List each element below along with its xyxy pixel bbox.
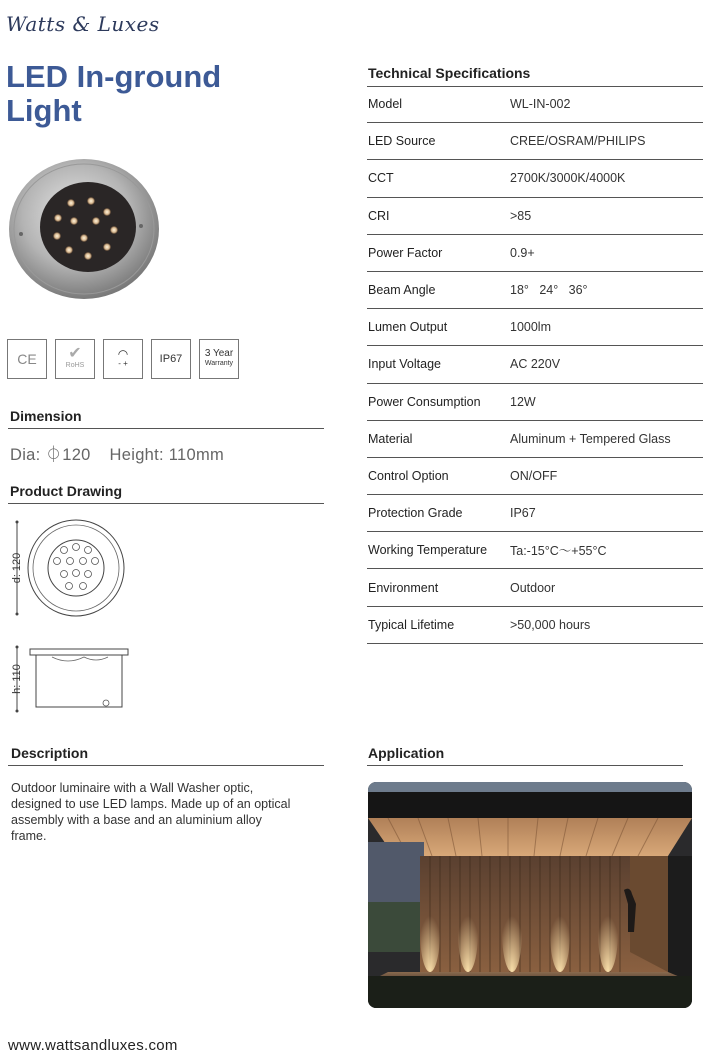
- spec-row-control-option: [367, 458, 703, 495]
- dimension-heading: Dimension: [10, 408, 82, 424]
- spec-key: Power Consumption: [368, 394, 481, 409]
- specs-table: [367, 86, 703, 644]
- certification-row: [7, 339, 239, 379]
- spec-row-lumen-output: [367, 309, 703, 346]
- spec-value: 2700K/3000K/4000K: [510, 171, 626, 186]
- spec-key: Typical Lifetime: [368, 617, 455, 632]
- spec-value: ON/OFF: [510, 468, 558, 483]
- specs-heading: Technical Specifications: [368, 65, 531, 81]
- spec-value: >85: [510, 208, 532, 223]
- spec-row-environment: [367, 569, 703, 606]
- page-title: LED In-ground Light: [6, 59, 222, 128]
- spec-value: Aluminum + Tempered Glass: [510, 431, 671, 446]
- spec-value: 12W: [510, 394, 536, 409]
- spec-row-beam-angle: [367, 272, 703, 309]
- warranty-badge: 3 Year Warranty: [199, 339, 239, 379]
- spec-row-cct: [367, 160, 703, 197]
- spec-value: 0.9+: [510, 245, 535, 260]
- spec-row-protection-grade: [367, 495, 703, 532]
- dimmable-icon: ◠ - +: [103, 339, 143, 379]
- brand-logo: [6, 12, 160, 36]
- diameter-value: Dia: ⏀120: [10, 446, 91, 464]
- application-heading: Application: [368, 745, 445, 761]
- ip67-badge: IP67: [151, 339, 191, 379]
- spec-value: AC 220V: [510, 357, 561, 372]
- spec-key: LED Source: [368, 134, 436, 149]
- spec-key: Working Temperature: [368, 543, 488, 558]
- product-image: [8, 158, 160, 300]
- drawing-heading: Product Drawing: [10, 483, 123, 499]
- spec-row-material: [367, 421, 703, 458]
- website-link[interactable]: www.wattsandluxes.com: [8, 1037, 178, 1054]
- spec-row-cri: [367, 198, 703, 235]
- description-heading: Description: [11, 745, 89, 761]
- logo-text: Watts & Luxes: [6, 12, 160, 36]
- spec-key: Beam Angle: [368, 283, 436, 298]
- spec-key: Environment: [368, 580, 439, 595]
- spec-key: Power Factor: [368, 245, 443, 260]
- spec-row-power-consumption: [367, 384, 703, 421]
- spec-row-input-voltage: [367, 346, 703, 383]
- spec-row-power-factor: [367, 235, 703, 272]
- spec-value: CREE/OSRAM/PHILIPS: [510, 134, 646, 149]
- spec-value: IP67: [510, 506, 536, 521]
- top-dimension-label: d: 120: [11, 552, 23, 584]
- spec-key: CRI: [368, 208, 390, 223]
- rohs-check-icon: ✔ RoHS: [55, 339, 95, 379]
- spec-row-led-source: [367, 123, 703, 160]
- spec-key: Model: [368, 97, 403, 112]
- description-text: Outdoor luminaire with a Wall Washer optic, designed to use LED lamps. Made up of an optical assembly with a base and an aluminium alloy frame.: [11, 781, 291, 843]
- spec-key: Material: [368, 431, 413, 446]
- description-divider: [8, 765, 324, 766]
- height-value: Height: 110mm: [109, 446, 225, 464]
- side-view-drawing: [8, 643, 138, 715]
- dimension-divider: [8, 428, 324, 429]
- drawing-divider: [8, 503, 324, 504]
- spec-value: 18° 24° 36°: [510, 283, 588, 298]
- spec-row-working-temperature: [367, 532, 703, 569]
- spec-row-typical-lifetime: [367, 607, 703, 644]
- spec-key: Lumen Output: [368, 320, 448, 335]
- side-dimension-label: h: 110: [11, 664, 23, 694]
- spec-key: Control Option: [368, 468, 449, 483]
- spec-value: >50,000 hours: [510, 617, 591, 632]
- spec-value: Ta:-15°C～+55°C: [510, 544, 607, 559]
- application-divider: [367, 765, 683, 766]
- spec-value: Outdoor: [510, 580, 556, 595]
- ce-mark-icon: CE: [7, 339, 47, 379]
- spec-key: Protection Grade: [368, 506, 463, 521]
- application-photo: [368, 782, 692, 1008]
- spec-value: 1000lm: [510, 320, 551, 335]
- spec-key: Input Voltage: [368, 357, 441, 372]
- spec-row-model: [367, 86, 703, 123]
- dimension-values: [10, 441, 238, 465]
- spec-key: CCT: [368, 171, 394, 186]
- top-view-drawing: [8, 516, 138, 620]
- spec-value: WL-IN-002: [510, 97, 571, 112]
